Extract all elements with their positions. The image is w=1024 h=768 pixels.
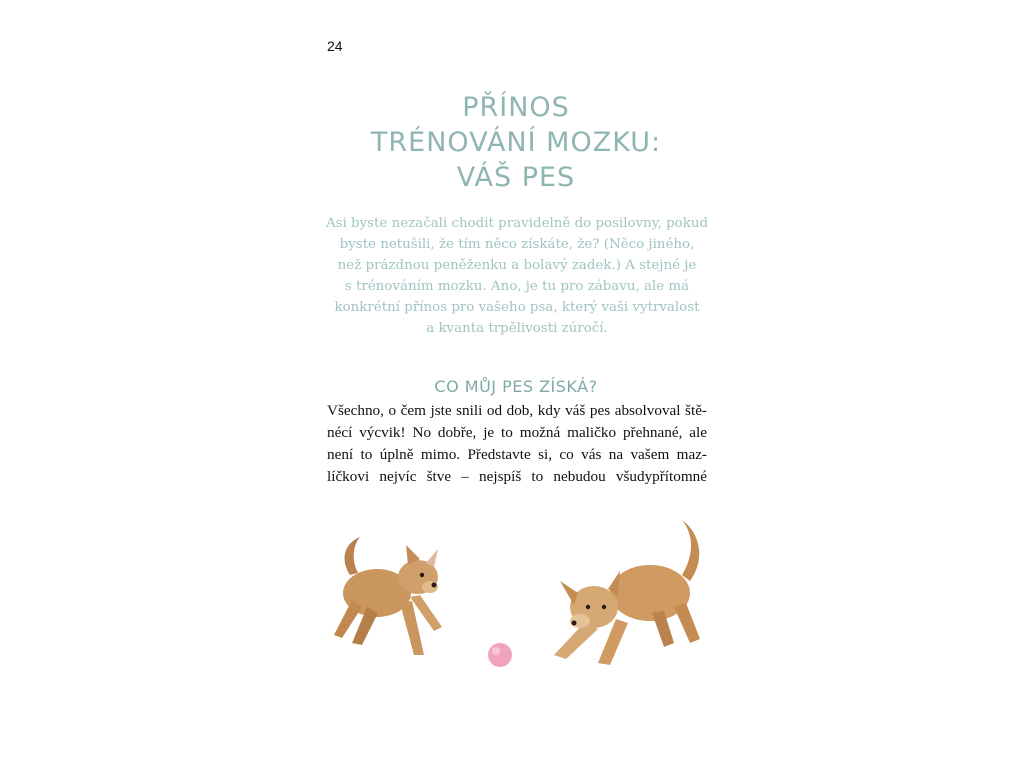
body-paragraph — [327, 400, 707, 488]
intro-line: konkrétní přínos pro vašeho psa, který vaši vytrvalost — [334, 300, 700, 315]
body-line: líčkovi nejvíc štve – nejspíš to nebudou všudypřítomné — [327, 468, 707, 485]
chapter-title-line: TRÉNOVÁNÍ MOZKU: — [370, 127, 662, 158]
intro-paragraph — [322, 213, 712, 339]
section-heading: CO MŮJ PES ZÍSKÁ? — [434, 377, 598, 396]
page-number: 24 — [327, 38, 343, 54]
intro-line: s trénováním mozku. Ano, je tu pro zábavu, ale má — [344, 279, 690, 294]
pink-ball — [488, 643, 512, 667]
intro-line: Asi byste nezačali chodit pravidelně do posilovny, pokud — [325, 216, 709, 231]
intro-line: byste netušili, že tím něco získáte, že? (Něco jiného, — [339, 237, 695, 252]
puppies-photo — [322, 515, 714, 675]
ball-highlight — [492, 647, 500, 655]
intro-line: než prázdnou peněženku a bolavý zadek.) A stejné je — [337, 258, 697, 273]
body-line: nécí výcvik! No dobře, je to možná maličko přehnané, ale — [327, 424, 707, 441]
left-puppy — [334, 537, 442, 655]
chapter-title — [316, 90, 716, 195]
body-line: není to úplně mimo. Představte si, co vás na vašem maz- — [327, 446, 707, 463]
intro-line: a kvanta trpělivosti zúročí. — [426, 321, 608, 336]
right-puppy — [554, 520, 700, 665]
body-line: Všechno, o čem jste snili od dob, kdy váš pes absolvoval ště- — [327, 402, 707, 419]
chapter-title-line: PŘÍNOS — [462, 92, 570, 123]
chapter-title-line: VÁŠ PES — [456, 162, 576, 193]
